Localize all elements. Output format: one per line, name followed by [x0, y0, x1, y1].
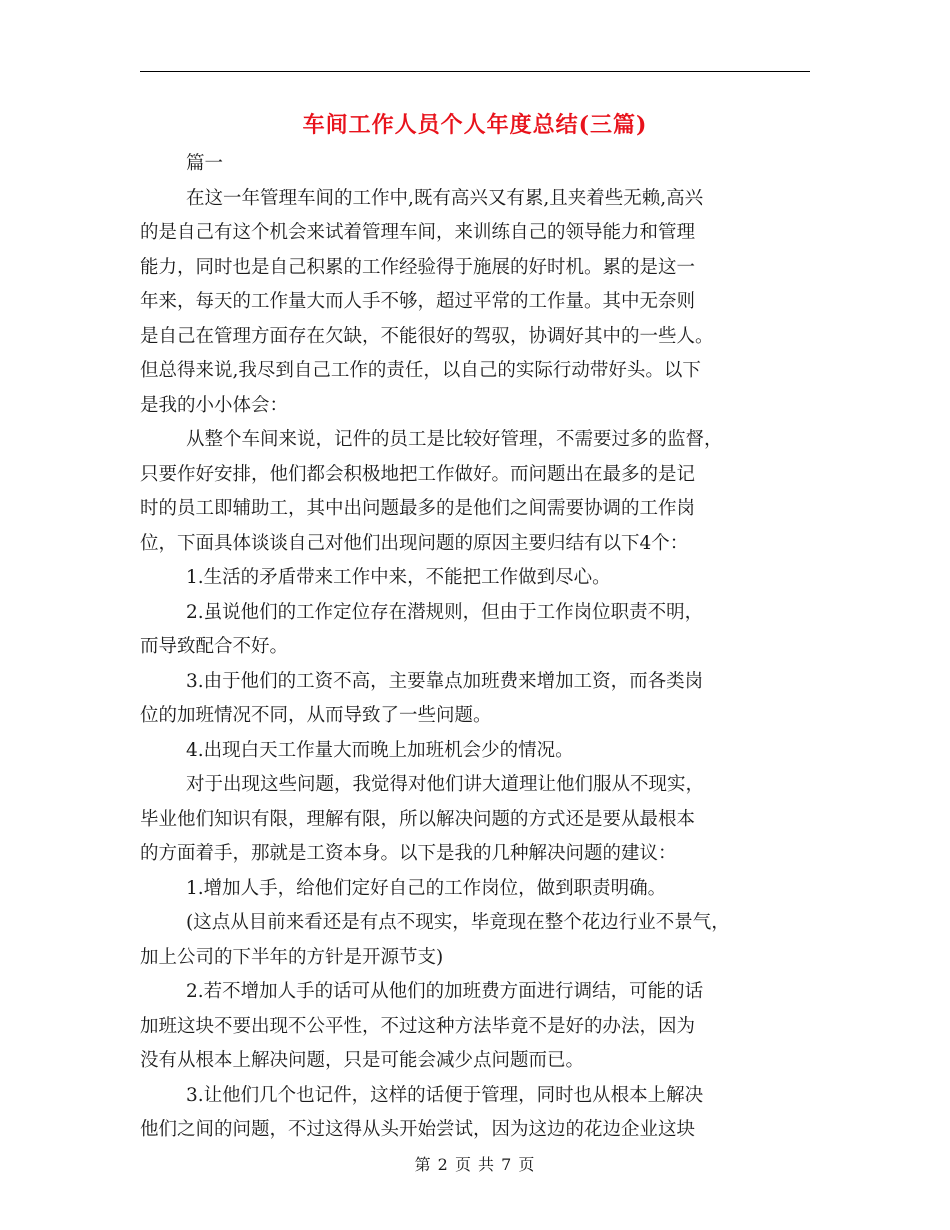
text-line: (这点从目前来看还是有点不现实，毕竟现在整个花边行业不景气，	[186, 912, 730, 933]
text-line: 没有从根本上解决问题，只是可能会减少点问题而已。	[140, 1050, 585, 1071]
text-line: 他们之间的问题，不过这得从头开始尝试，因为这边的花边企业这块	[140, 1119, 696, 1140]
document-body	[140, 147, 810, 1148]
text-line: 加班这块不要出现不公平性，不过这种方法毕竟不是好的办法，因为	[140, 1015, 696, 1037]
text-line: 年来，每天的工作量大而人手不够，超过平常的工作量。其中无奈则	[140, 291, 696, 312]
text-line: 而导致配合不好。	[140, 636, 289, 657]
text-line: 4.出现白天工作量大而晚上加班机会少的情况。	[186, 739, 574, 761]
text-line: 位，下面具体谈谈自己对他们出现问题的原因主要归结有以下4个：	[140, 532, 689, 554]
text-line: 3.由于他们的工资不高，主要靠点加班费来增加工资，而各类岗	[186, 670, 704, 692]
text-line: 时的员工即辅助工，其中出问题最多的是他们之间需要协调的工作岗	[140, 498, 696, 519]
text-line: 1.增加人手，给他们定好自己的工作岗位，做到职责明确。	[186, 877, 667, 899]
text-line: 是自己在管理方面存在欠缺，不能很好的驾驭，协调好其中的一些人。	[140, 325, 714, 347]
text-line: 2.虽说他们的工作定位存在潜规则，但由于工作岗位职责不明，	[186, 601, 704, 623]
text-line: 对于出现这些问题，我觉得对他们讲大道理让他们服从不现实，	[186, 774, 705, 795]
text-line: 的是自己有这个机会来试着管理车间，来训练自己的领导能力和管理	[140, 222, 696, 243]
text-line: 3.让他们几个也记件，这样的话便于管理，同时也从根本上解决	[186, 1084, 704, 1106]
text-line: 在这一年管理车间的工作中,既有高兴又有累,且夹着些无赖,高兴	[186, 187, 704, 209]
header-rule	[140, 71, 810, 72]
text-line: 从整个车间来说，记件的员工是比较好管理，不需要过多的监督，	[186, 429, 723, 450]
text-line: 篇一	[186, 153, 224, 174]
text-line: 毕业他们知识有限，理解有限，所以解决问题的方式还是要从最根本	[140, 808, 696, 830]
text-line: 位的加班情况不同，从而导致了一些问题。	[140, 705, 492, 726]
text-line: 但总得来说,我尽到自己工作的责任，以自己的实际行动带好头。以下	[140, 360, 701, 381]
text-line: 2.若不增加人手的话可从他们的加班费方面进行调结，可能的话	[186, 981, 704, 1002]
text-line: 是我的小小体会：	[140, 394, 289, 416]
text-line: 能力，同时也是自己积累的工作经验得于施展的好时机。累的是这一	[140, 256, 696, 278]
text-line: 1.生活的矛盾带来工作中来，不能把工作做到尽心。	[186, 567, 611, 588]
document-title: 车间工作人员个人年度总结(三篇)	[302, 112, 648, 138]
text-line: 加上公司的下半年的方针是开源节支)	[140, 946, 444, 968]
page-footer: 第 2 页 共 7 页	[414, 1155, 536, 1174]
text-line: 只要作好安排，他们都会积极地把工作做好。而问题出在最多的是记	[140, 463, 696, 485]
text-line: 的方面着手，那就是工资本身。以下是我的几种解决问题的建议：	[140, 843, 677, 864]
